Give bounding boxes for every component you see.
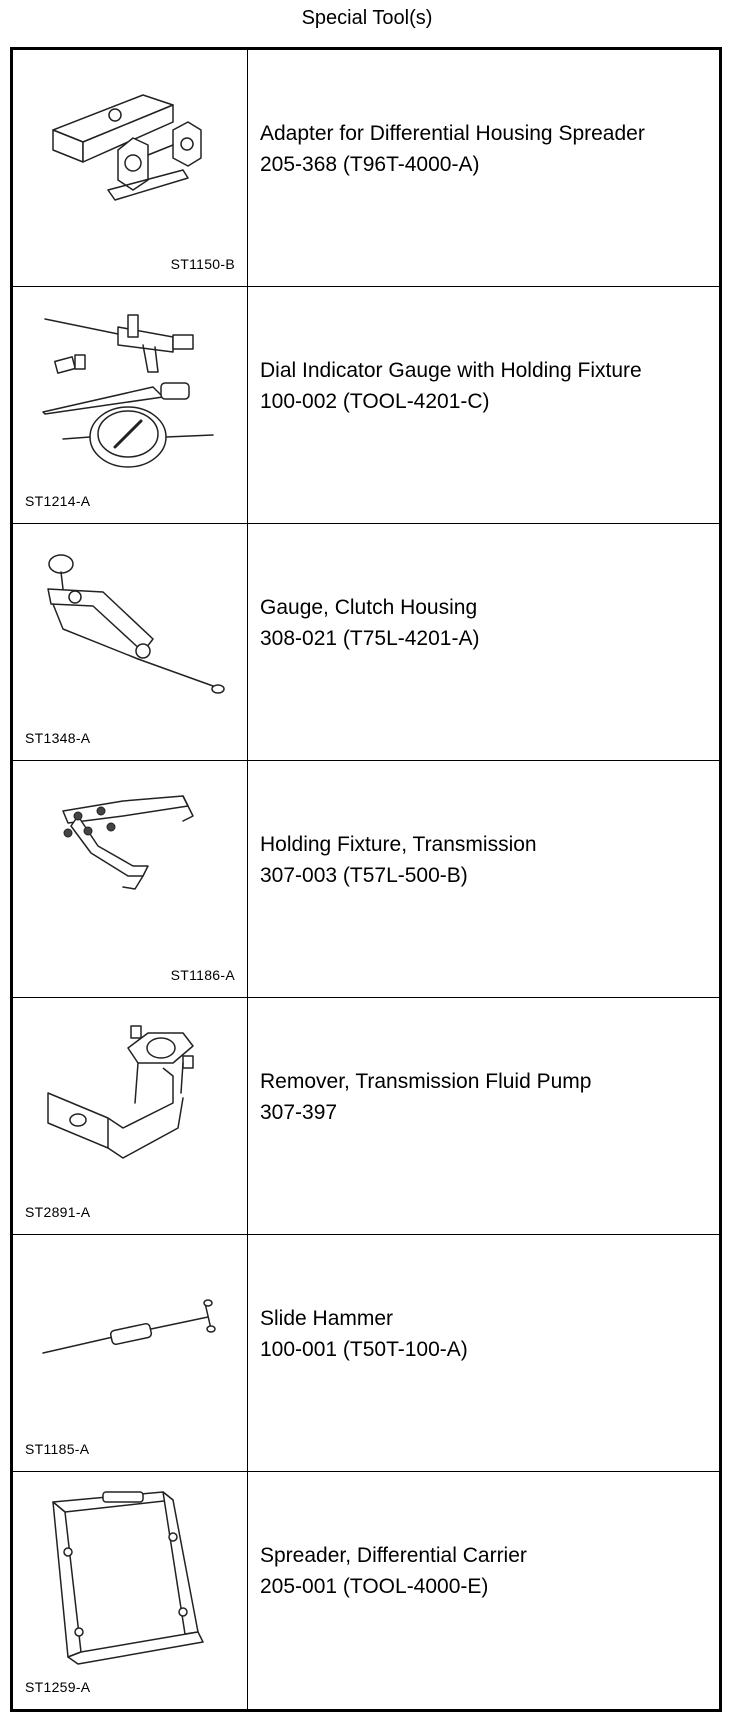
tool-image-cell xyxy=(13,50,248,286)
tool-row xyxy=(13,287,719,524)
tool-name: Dial Indicator Gauge with Holding Fixture xyxy=(260,359,642,382)
differential-housing-spreader-adapter-icon xyxy=(23,60,238,250)
page-title: Special Tool(s) xyxy=(301,7,433,29)
tool-code: ST1185-A xyxy=(25,1441,90,1457)
dial-indicator-gauge-icon xyxy=(23,297,238,487)
tool-description-cell xyxy=(248,50,719,286)
tool-row xyxy=(13,761,719,998)
tool-image-cell xyxy=(13,524,248,760)
tool-name: Holding Fixture, Transmission xyxy=(260,833,537,856)
tool-row xyxy=(13,524,719,761)
tool-image-cell xyxy=(13,998,248,1234)
tool-number: 308-021 (T75L-4201-A) xyxy=(260,627,480,650)
tool-description-cell xyxy=(248,998,719,1234)
tool-image-cell xyxy=(13,1472,248,1709)
tool-code: ST1348-A xyxy=(25,730,91,746)
tool-code: ST1186-A xyxy=(170,967,235,983)
tool-name: Remover, Transmission Fluid Pump xyxy=(260,1070,592,1093)
tool-number: 100-002 (TOOL-4201-C) xyxy=(260,390,490,413)
special-tools-table xyxy=(10,47,722,1712)
tool-row xyxy=(13,50,719,287)
clutch-housing-gauge-icon xyxy=(23,534,238,724)
tool-number: 100-001 (T50T-100-A) xyxy=(260,1338,468,1361)
tool-image-cell xyxy=(13,761,248,997)
tool-row xyxy=(13,998,719,1235)
tool-number: 307-003 (T57L-500-B) xyxy=(260,864,468,887)
tool-name: Adapter for Differential Housing Spreader xyxy=(260,122,645,145)
slide-hammer-icon xyxy=(23,1245,238,1435)
tool-number: 307-397 xyxy=(260,1101,338,1124)
tool-code: ST2891-A xyxy=(25,1204,91,1220)
tool-name: Spreader, Differential Carrier xyxy=(260,1544,527,1567)
tool-row xyxy=(13,1472,719,1709)
tool-description-cell xyxy=(248,287,719,523)
tool-number: 205-368 (T96T-4000-A) xyxy=(260,153,480,176)
tool-description-cell xyxy=(248,761,719,997)
transmission-holding-fixture-icon xyxy=(23,771,238,961)
differential-carrier-spreader-icon xyxy=(23,1482,238,1672)
tool-code: ST1259-A xyxy=(25,1679,91,1695)
tool-image-cell xyxy=(13,287,248,523)
tool-description-cell xyxy=(248,524,719,760)
tool-code: ST1214-A xyxy=(25,493,91,509)
tool-row xyxy=(13,1235,719,1472)
tool-name: Slide Hammer xyxy=(260,1307,394,1330)
tool-image-cell xyxy=(13,1235,248,1471)
tool-description-cell xyxy=(248,1235,719,1471)
fluid-pump-remover-icon xyxy=(23,1008,238,1198)
tool-number: 205-001 (TOOL-4000-E) xyxy=(260,1575,489,1598)
tool-code: ST1150-B xyxy=(170,256,235,272)
tool-name: Gauge, Clutch Housing xyxy=(260,596,478,619)
tool-description-cell xyxy=(248,1472,719,1709)
